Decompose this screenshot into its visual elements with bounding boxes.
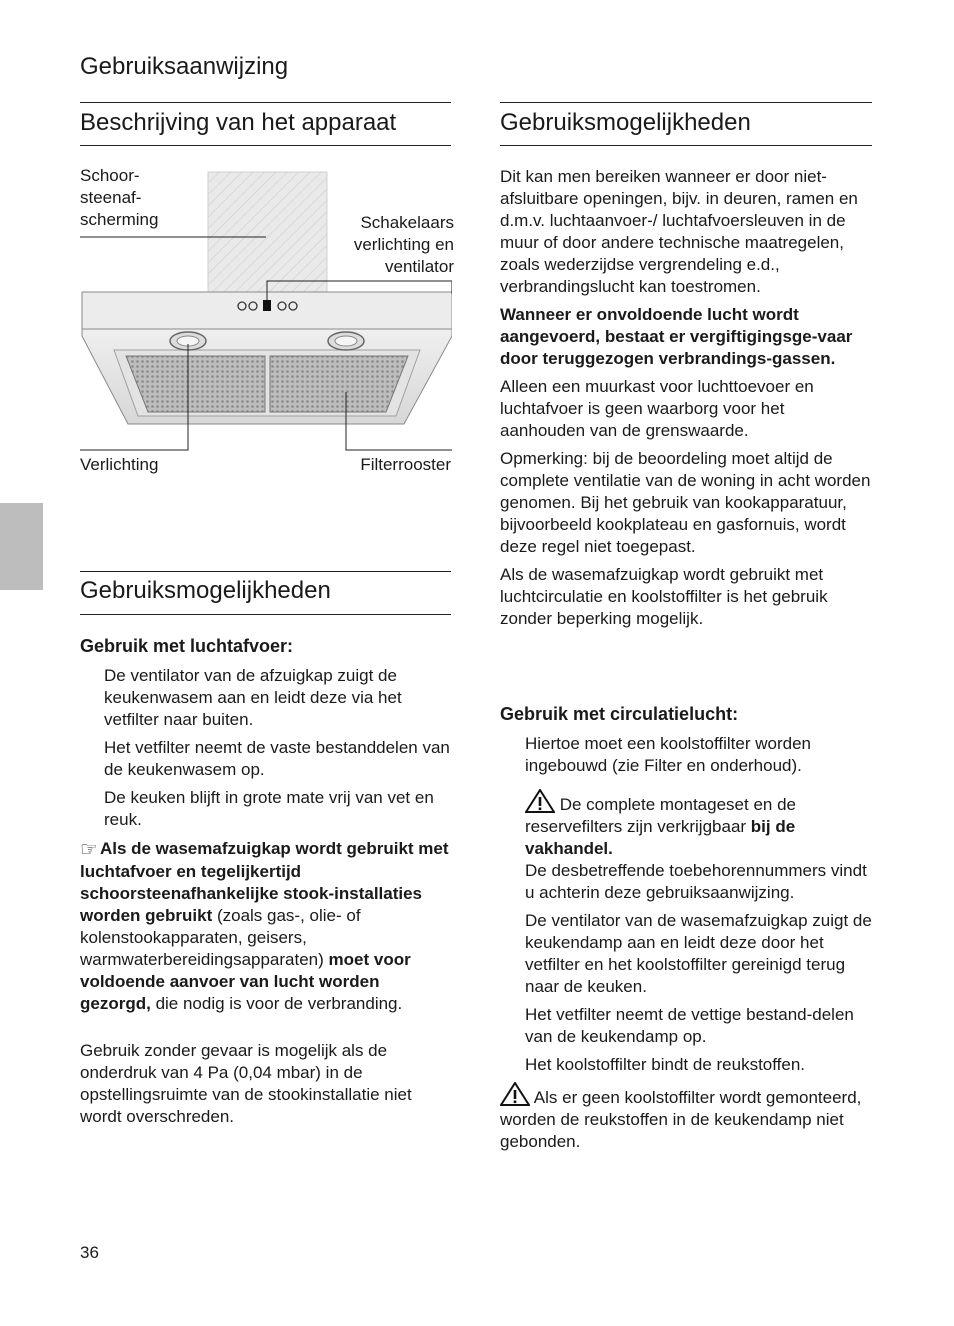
exhaust-paragraph: De keuken blijft in grote mate vrij van vet en reuk. xyxy=(104,788,434,829)
usage-title-left: Gebruiksmogelijkheden xyxy=(80,577,331,604)
label-line: verlichting en xyxy=(353,235,454,254)
label-filter: Filterrooster xyxy=(360,455,451,474)
note-normal-part: (zoals gas-, olie- of kolenstookapparaten, geisers, warmwaterbereidingsapparaten) xyxy=(80,906,361,969)
final-warning xyxy=(500,1082,872,1153)
label-lighting: Verlichting xyxy=(80,455,159,474)
right-text-block xyxy=(500,166,872,630)
kit-numbers-text: De desbetreffende toebehorennummers vindt u achterin deze gebruiksaanwijzing. xyxy=(525,861,867,902)
divider xyxy=(80,102,451,103)
description-title: Beschrijving van het apparaat xyxy=(80,109,397,136)
divider xyxy=(80,145,451,146)
circulation-paragraph: De ventilator van de wasemafzuigkap zuigt de keukendamp aan en leidt deze door het vetfilter en het koolstoffilter gereinigd terug naar de keuken. xyxy=(525,911,872,996)
usage-title-right: Gebruiksmogelijkheden xyxy=(500,109,751,136)
kit-text: De complete montageset en de reservefilters zijn verkrijgbaar xyxy=(525,795,796,836)
cabinet-paragraph: Alleen een muurkast voor luchttoevoer en luchtafvoer is geen waarborg voor het aanhouden van de grenswaarde. xyxy=(500,377,814,440)
exhaust-paragraph: De ventilator van de afzuigkap zuigt de keukenwasem aan en leidt deze via het vetfilter naar buiten. xyxy=(104,666,402,729)
label-line: steenaf- xyxy=(80,188,142,207)
warning-triangle-icon xyxy=(525,789,555,813)
label-line: Schoor- xyxy=(80,166,140,185)
divider xyxy=(500,145,872,146)
side-tab-marker xyxy=(0,503,43,590)
remark-paragraph: Opmerking: bij de beoordeling moet altijd de complete ventilatie van de woning in acht worden genomen. Bij het gebruik van kookapparatuur, bijvoorbeeld kookplateau en gasfornuis, wordt deze regel niet toegepast. xyxy=(500,449,871,556)
warning-triangle-icon xyxy=(500,1082,530,1106)
circulation-heading: Gebruik met circulatielucht: xyxy=(500,704,739,724)
page-number: 36 xyxy=(80,1243,99,1262)
label-switches xyxy=(290,212,454,278)
intro-paragraph: Dit kan men bereiken wanneer er door niet-afsluitbare openingen, bijv. in deuren, ramen en d.m.v. luchtaanvoer-/ luchtafvoersleuven in de muur of door andere technische maatregelen, zoals wederzijdse vergrendeling e.d., verbrandingslucht kan toestromen. xyxy=(500,167,858,296)
exhaust-note xyxy=(80,838,454,1015)
divider xyxy=(80,571,451,572)
label-chimney-cover xyxy=(80,165,158,231)
grease-filter-right xyxy=(270,356,408,412)
exhaust-heading: Gebruik met luchtafvoer: xyxy=(80,636,294,656)
label-line: scherming xyxy=(80,210,159,229)
kit-bold-text: bij de vakhandel. xyxy=(525,817,796,858)
circulation-paragraph: Het koolstoffilter bindt de reukstoffen. xyxy=(525,1055,806,1074)
label-line: ventilator xyxy=(385,257,454,276)
circulation-paragraph: Het vetfilter neemt de vettige bestand-delen van de keukendamp op. xyxy=(525,1005,854,1046)
divider xyxy=(80,614,451,615)
note-bold-part: moet voor voldoende aanvoer van lucht worden gezorgd, xyxy=(80,950,411,1013)
pointing-hand-icon: ☞ xyxy=(80,839,98,861)
install-paragraph: Hiertoe moet een koolstoffilter worden ingebouwd (zie Filter en onderhoud). xyxy=(525,734,812,775)
exhaust-paragraphs xyxy=(104,665,454,831)
exhaust-paragraph: Het vetfilter neemt de vaste bestanddelen van de keukenwasem op. xyxy=(104,738,450,779)
safe-use-paragraph: Gebruik zonder gevaar is mogelijk als de onderdruk van 4 Pa (0,04 mbar) in de opstellingsruimte van de stookinstallatie niet wordt overschreden. xyxy=(80,1041,412,1126)
warning-paragraph: Wanneer er onvoldoende lucht wordt aangevoerd, bestaat er vergiftigingsge-vaar door teruggezogen verbrandings-gassen. xyxy=(500,305,853,368)
note-bold-part: Als de wasemafzuigkap wordt gebruikt met luchtafvoer en tegelijkertijd schoorsteenafhankelijke stook-installaties worden gebruikt xyxy=(80,839,449,925)
grease-filter-left xyxy=(126,356,265,412)
light-right-inner xyxy=(335,336,357,346)
circulation-block xyxy=(525,733,875,1076)
switch-button xyxy=(263,300,271,311)
final-warning-text: Als er geen koolstoffilter wordt gemonteerd, worden de reukstoffen in de keukendamp niet gebonden. xyxy=(500,1088,862,1151)
kit-paragraph xyxy=(525,789,875,904)
note-normal-part: die nodig is voor de verbranding. xyxy=(150,994,403,1013)
circulation-paragraph: Als de wasemafzuigkap wordt gebruikt met luchtcirculatie en koolstoffilter is het gebruik zonder beperking mogelijk. xyxy=(500,565,828,628)
document-title: Gebruiksaanwijzing xyxy=(80,53,289,80)
label-line: Schakelaars xyxy=(360,213,454,232)
divider xyxy=(500,102,872,103)
